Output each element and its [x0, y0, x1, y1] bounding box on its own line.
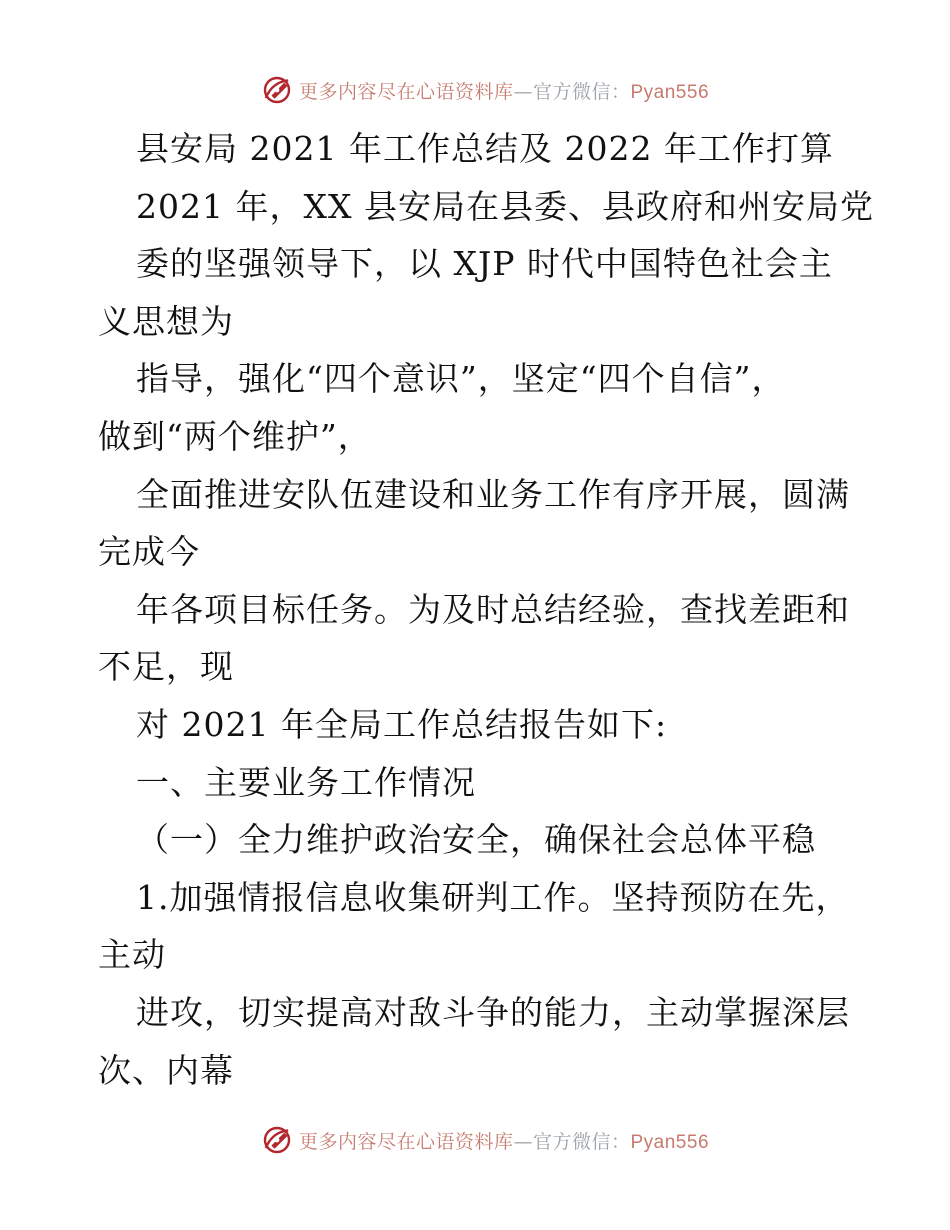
- banner-dash: —: [513, 1130, 533, 1153]
- banner-dash: —: [513, 80, 533, 103]
- banner-wechat-label: 官方微信：: [532, 80, 631, 103]
- paragraph-line: 对 2021 年全局工作总结报告如下:: [136, 704, 668, 744]
- paragraph-line: 完成今: [98, 532, 200, 572]
- paragraph-line: 全面推进安队伍建设和业务工作有序开展，圆满: [136, 474, 850, 514]
- paragraph-line: 进攻，切实提高对敌斗争的能力，主动掌握深层: [136, 992, 850, 1032]
- doc-title: 县安局 2021 年工作总结及 2022 年工作打算: [136, 129, 834, 168]
- banner-wechat-label: 官方微信：: [532, 1130, 631, 1153]
- banner-inner: [261, 74, 709, 106]
- banner-inner: [261, 1124, 709, 1156]
- footer-banner: [0, 1120, 950, 1160]
- paragraph-line: 主动: [98, 935, 166, 975]
- banner-main-text: 更多内容尽在心语资料库: [298, 80, 514, 103]
- header-banner: [0, 70, 950, 110]
- paragraph-line: 次、内幕: [98, 1050, 234, 1090]
- paragraph-line: 年各项目标任务。为及时总结经验，查找差距和: [136, 589, 850, 629]
- paragraph-line: 委的坚强领导下，以 XJP 时代中国特色社会主: [136, 244, 833, 284]
- paragraph-line: 1.加强情报信息收集研判工作。坚持预防在先，: [136, 877, 850, 917]
- paragraph-line: 不足，现: [98, 647, 234, 687]
- banner-wechat-id: Pyan556: [630, 81, 710, 103]
- pen-logo-icon: [261, 1124, 293, 1156]
- paragraph-line: 做到“两个维护”，: [98, 416, 372, 456]
- banner-main-text: 更多内容尽在心语资料库: [298, 1130, 514, 1153]
- banner-wechat-id: Pyan556: [630, 1131, 710, 1153]
- section-heading: 一、主要业务工作情况: [136, 762, 476, 802]
- pen-logo-icon: [261, 74, 293, 106]
- banner-text: [299, 1127, 709, 1154]
- paragraph-line: 2021 年，XX 县安局在县委、县政府和州安局党: [136, 186, 874, 226]
- document-body: [98, 120, 874, 1099]
- subsection-heading: （一）全力维护政治安全，确保社会总体平稳: [136, 820, 816, 860]
- banner-text: [299, 77, 709, 104]
- paragraph-line: 义思想为: [98, 301, 234, 341]
- paragraph-line: 指导，强化“四个意识”，坚定“四个自信”，: [136, 359, 786, 399]
